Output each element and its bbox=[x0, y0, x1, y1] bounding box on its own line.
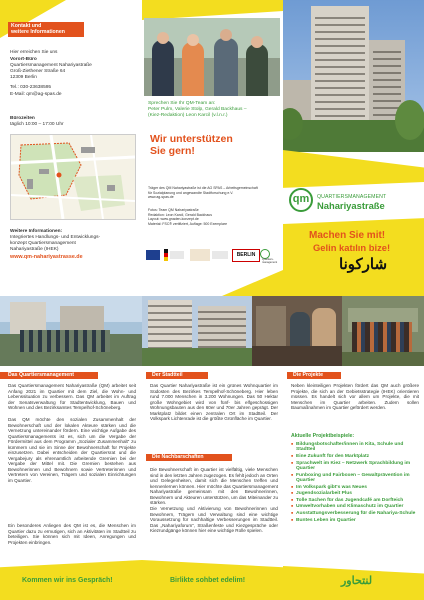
team-panel bbox=[142, 0, 283, 296]
brand-line1: QUARTIERSMANAGEMENT bbox=[317, 194, 387, 200]
list-item: ■ Im Volkspark gibt's was Neues bbox=[291, 485, 421, 490]
more-info-text: Integriertes Handlungs- und Entwicklungs- konzept Quartiersmanagement Nahariyastraße (IHEK) bbox=[10, 235, 101, 252]
projekte-p1: Neben kleinteiligen Projekten fördert das QM auch größere Projekte, die sich an der Gebietsstrategie (IHEK) orientieren müssen. Es handelt sich vor allem um Projekte, die mit Menschen im Quartier arbeiten. Zudem sollen Baumaßnahmen im Quartier gefördert werden. bbox=[291, 383, 419, 410]
projekte-list bbox=[291, 442, 421, 524]
stadtteil-section bbox=[142, 366, 283, 600]
building-photo bbox=[283, 0, 424, 152]
stadtteil-header: Der Stadtteil bbox=[146, 372, 208, 379]
website-link[interactable]: www.qm-nahariyastrasse.de bbox=[10, 254, 83, 260]
office-address: Quartiersmanagement Nahariyastraße Groß-Ziethener Straße 64 12309 Berlin bbox=[10, 63, 92, 80]
meeting-photo bbox=[252, 296, 342, 366]
contact-intro: Hier erreichen Sie uns bbox=[10, 50, 58, 55]
qm-logo-mark: qm bbox=[289, 188, 313, 212]
qm-slogan: Kommen wir ins Gespräch! bbox=[22, 577, 113, 584]
stadtteil-p1: Das Quartier Nahariyastraße ist ein grünes Wohnquartier im Südosten des Bezirkes Tempelhof-Schöneberg. Hier leben rund 7.000 Menschen in 3.200 Wohnungen. Das 50 Hektar große Wohngebiet wird von fünf- bis elfgeschossigen Wohnungsbauten aus den 60er und 70er Jahren geprägt. Der Marktplatz bildet einen zentralen Ort im Stadtteil. Der Volkspark Lichtenrade ist die größte Grünfläche im Quartier. bbox=[150, 383, 278, 421]
berlin-logo: BERLIN bbox=[232, 249, 260, 262]
welcome-de: Machen Sie mit! bbox=[309, 230, 386, 241]
qm-section bbox=[0, 366, 142, 600]
projekte-section bbox=[283, 366, 424, 600]
list-item: ■ Ausstattungsverbesserung für die Nahariya-Schule bbox=[291, 511, 421, 516]
eu-logo bbox=[146, 250, 160, 260]
qm-p1: Das Quartiersmanagement Nahariyastraße (QM) arbeitet seit Anfang 2021 im Quartier mit dem Ziel, die Wohn- und Lebenssituation zu verbessern. Das QM arbeitet im Auftrag der Senatsverwaltung für Stadtentwicklung, Bauen und Wohnen und des Bezirksamtes Tempelhof-Schöneberg. bbox=[8, 383, 136, 410]
site-map bbox=[10, 134, 136, 220]
list-item: ■ Sprachwelt im Kiez – Netzwerk Sprachbildung im Quartier bbox=[291, 461, 421, 472]
map-graphic bbox=[11, 135, 135, 219]
more-info-label: Weitere Informationen: bbox=[10, 229, 63, 234]
hours: täglich 10:00 – 17:00 Uhr bbox=[10, 122, 64, 127]
email[interactable]: E-Mail: qm@ag-spas.de bbox=[10, 92, 62, 97]
list-item: ■ Eine Zukunft für den Marktplatz bbox=[291, 454, 421, 459]
projekte-header: Die Projekte bbox=[287, 372, 341, 379]
welcome-ar: شاركونا bbox=[339, 256, 388, 273]
list-item: ■ Funboxing und Fairboxen – Gewaltprävention im Quartier bbox=[291, 473, 421, 484]
sponsor-logos: BERLIN Quartiers- management bbox=[146, 246, 280, 264]
team-slogan: Wir unterstützen Sie gern! bbox=[150, 133, 233, 157]
qm-header: Das Quartiersmanagement bbox=[0, 372, 98, 379]
team-caption: Sprechen Sie Ihr QM-Team an: Peter Pulm, Valerie Stolp, Gerald Backhaus – (Kiez-Redaktion) Leon Karcil (v.l.n.r.) bbox=[148, 101, 247, 118]
yellow-band bbox=[142, 0, 283, 20]
list-item: ■ Bildungsbotschafter/innen in Kita, Schule und Stadtteil bbox=[291, 442, 421, 453]
projekte-slogan: لنتحاور bbox=[341, 575, 373, 587]
brand-line2: Nahariyastraße bbox=[317, 200, 385, 211]
cover-panel bbox=[283, 0, 424, 296]
street-photo bbox=[0, 296, 142, 366]
stadtteil-p3: Die Vernetzung und Aktivierung von Bewohnerinnen und Bewohnern, Trägern und Verwaltung sind eine wichtige Voraussetzung für nachhaltige Verbesserungen im Stadtteil. Das „Nahariyaforum“, Straßenfeste und Kiezgespräche oder Kiezrundgänge können hier eine wichtige Rolle spielen. bbox=[150, 506, 278, 533]
list-item: ■ Umweltvorhaben und Klimaschutz im Quartier bbox=[291, 504, 421, 509]
office-label: Vorort-Büro bbox=[10, 57, 37, 62]
credits: Träger des QM Nahariyastraße ist die AG SPAS – Arbeitsgemeinschaft für Sozialplanung und angewandte Stadtforschung e.V. www.ag-spas.de bbox=[148, 186, 258, 200]
list-item: ■ Jugendsozialarbeit Plus bbox=[291, 491, 421, 496]
person-4 bbox=[246, 44, 268, 96]
qm-p3: Ein besonderes Anliegen des QM ist es, die Menschen im Quartier dazu zu ermutigen, sich an Aktivitäten im Stadtteil zu beteiligen. Sie können sich mit Ideen, Anregungen und Projekten einbringen. bbox=[8, 523, 136, 545]
projekte-list-header: Aktuelle Projektbeispiele: bbox=[291, 433, 355, 439]
stadtteil-slogan: Birlikte sohbet edelim! bbox=[170, 577, 246, 584]
hours-label: Bürozeiten bbox=[10, 116, 35, 121]
event-photo bbox=[342, 296, 424, 366]
welcome-tr: Gelin katılın bize! bbox=[313, 242, 391, 253]
person-3 bbox=[214, 38, 238, 96]
federal-logo bbox=[164, 249, 168, 261]
yellow-bottom-corner bbox=[222, 270, 283, 296]
person-2 bbox=[182, 42, 204, 96]
stadtteil-p2: Die Bewohnerschaft im Quartier ist vielfältig, viele Menschen sind in den letzten Jahren zugezogen. Es fehlt jedoch an Orten und Gelegenheiten, damit sich die Menschen treffen und kennenlernen können. Hier möchte das Quartiersmanagement Nahariyastraße gemeinsam mit den Bewohnerinnen, Bewohnern und Akteuren unterstützen, um das Miteinander zu stärken. bbox=[150, 467, 278, 505]
list-item: ■ Tolle Sachen für das Jugendcafé am Dorfteich bbox=[291, 498, 421, 503]
city-logo bbox=[190, 249, 210, 261]
team-photo bbox=[144, 18, 280, 96]
person-1 bbox=[152, 40, 174, 96]
contact-panel bbox=[0, 0, 142, 296]
buildings-photo bbox=[142, 296, 252, 366]
nachbarschaften-header: Die Nachbarschaften bbox=[146, 454, 232, 461]
contact-header: Kontakt und weitere Informationen bbox=[8, 22, 84, 37]
imprint: Fotos: Team QM Nahariyastraße Redaktion: Leon Karcil, Gerald Backhaus Layout: www.gnaden-konzept.de Material: FSC® zertifiziert, Auflage: 500 Exemplare bbox=[148, 208, 228, 226]
list-item: ■ Buntes Leben im Quartier bbox=[291, 518, 421, 523]
phone[interactable]: Tel.: 030-23638595 bbox=[10, 85, 52, 90]
qm-p2: Das QM möchte den sozialen Zusammenhalt der Bewohnerschaft und der lokalen Akteure stärken und die Vernetzung untereinander fördern. Eine wichtige Aufgabe des Quartiersmanagements ist es, sich um die Vergabe der Fördermittel aus dem Programm „Sozialer Zusammenhalt“ zu kümmern und sie im Sinne der Bewohnerschaft für Projekte einzusetzen. Dabei entscheiden der Quartiersrat und die Vergabejury als ehrenamtlich arbeitende Gremien bei der Vergabe der Mittel mit. Die Gremien bestehen aus Bewohnerinnen und Bewohnern sowie Vertreterinnen und Vertretern von Vereinen, Trägern und sozialen Einrichtungen im Quartier. bbox=[8, 417, 136, 483]
